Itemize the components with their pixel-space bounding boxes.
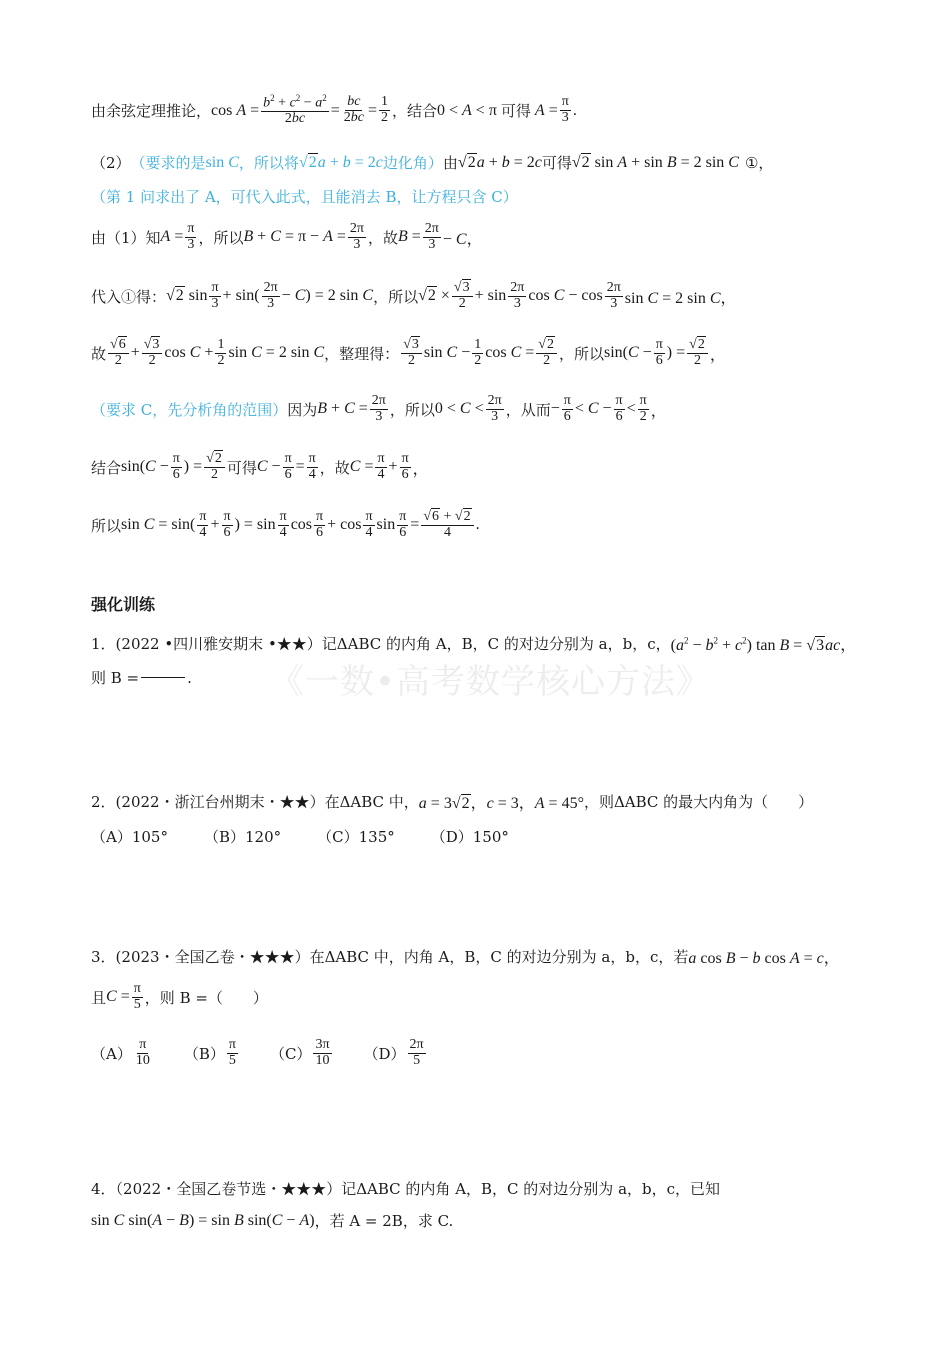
solution-line-7: （要求 C，先分析角的范围） 因为 B + C = $\frac{2\pi}{3}$ ，所以 0 < C < $\frac{2\pi}{3}$ ，从而 − $\frac{\pi}{6}$ < C − $\frac{\pi}{6}$ < $\frac{\pi}{2}$ ，: [91, 393, 667, 424]
solution-line-3: （第 1 问求出了 A，可代入此式，且能消去 B，让方程只含 C）: [91, 188, 518, 206]
answer-blank[interactable]: [141, 677, 185, 678]
solution-line-5: 代入①得： √2 sin $\frac{\pi}{3}$ + sin( $\frac{2\pi}{3}$ − C) = 2 sin C ，所以 √2 × $\frac{√3}{2}$ + sin $\frac{2\pi}{3}$ cos C − cos $\frac{2\pi}{3}$ sin C = 2 sin C，: [91, 280, 737, 311]
watermark: 《一数•高考数学核心方法》: [270, 662, 712, 702]
option-a[interactable]: （A）105°: [91, 828, 168, 846]
solution-line-9: 所以 sin C = sin( $\frac{\pi}{4}$ + $\frac{\pi}{6}$ ) = sin $\frac{\pi}{4}$ cos $\frac{\pi}{6}$ + cos $\frac{\pi}{4}$ sin $\frac{\pi}{6}$ = $\frac{√6 + √2}{4}$ .: [91, 509, 480, 540]
option-c[interactable]: （C） $\frac{3\pi}{10}$: [269, 1037, 330, 1068]
question-1: 1．(2022 •四川雅安期末 •★★）记ΔABC 的内角 A，B，C 的对边分别为 a，b，c， $(a^2 - b^2 + c^2)$ tan B = √3ac，: [91, 635, 857, 654]
solution-line-6: 故 $\frac{√6}{2}$ + $\frac{√3}{2}$ cos C + $\frac{1}{2}$ sin C = 2 sin C ，整理得： $\frac{√3}{2}$ sin C − $\frac{1}{2}$ cos C = $\frac{√2}{2}$ ，所以 sin(C − $\frac{\pi}{6}$ ) = $\frac{√2}{2}$ ，: [91, 337, 726, 368]
option-d[interactable]: （D）150°: [430, 828, 509, 846]
question-2: 2．(2022・浙江台州期末・★★）在ΔABC 中， a = 3√2，c = 3，A = 45° ，则ΔABC 的最大内角为（ ）: [91, 793, 814, 812]
solution-line-1: 由余弦定理推论， cos A = $\frac{b^2 + c^2 - a^2}{2bc}$ = $\frac{bc}{2bc}$ = $\frac{1}{2}$ ，结合 0 < A < π 可得 A = $\frac{\pi}{3}$ .: [91, 93, 577, 127]
option-b[interactable]: （B）120°: [203, 828, 282, 846]
option-c[interactable]: （C）135°: [317, 828, 395, 846]
question-4-line-2: sin C sin(A − B) = sin B sin(C − A) ，若 A = 2B，求 C.: [91, 1211, 454, 1230]
question-3: 3．(2023・全国乙卷・★★★）在ΔABC 中，内角 A，B，C 的对边分别为 a，b，c，若 a cos B − b cos A = c，: [91, 948, 840, 967]
practice-heading: 强化训练: [91, 595, 156, 614]
question-1-line-2: 则 B = .: [91, 668, 192, 687]
option-a[interactable]: （A） $\frac{\pi}{10}$: [91, 1037, 150, 1068]
question-2-options: [91, 826, 545, 847]
question-3-line-2: 且 C = $\frac{\pi}{5}$ ，则 B =（ ）: [91, 981, 268, 1012]
option-d[interactable]: （D） $\frac{2\pi}{5}$: [363, 1037, 424, 1068]
question-4: 4．（2022・全国乙卷节选・★★★）记ΔABC 的内角 A，B，C 的对边分别为 a，b，c，已知: [91, 1180, 721, 1198]
solution-line-4: 由（1）知 A = $\frac{\pi}{3}$ ，所以 B + C = π − A = $\frac{2\pi}{3}$ ，故 B = $\frac{2\pi}{3}$ − C，: [91, 221, 483, 252]
solution-line-2: （2） （要求的是 sin C ，所以将 √2a + b = 2c 边化角） 由 √2a + b = 2c 可得 √2 sin A + sin B = 2 sin C ①，: [91, 153, 774, 172]
solution-line-8: 结合 sin(C − $\frac{\pi}{6}$ ) = $\frac{√2}{2}$ 可得 C − $\frac{\pi}{6}$ = $\frac{\pi}{4}$ ，故 C = $\frac{\pi}{4}$ + $\frac{\pi}{6}$ ，: [91, 451, 429, 482]
option-b[interactable]: （B） $\frac{\pi}{5}$: [183, 1037, 236, 1068]
question-3-options: [91, 1038, 428, 1068]
